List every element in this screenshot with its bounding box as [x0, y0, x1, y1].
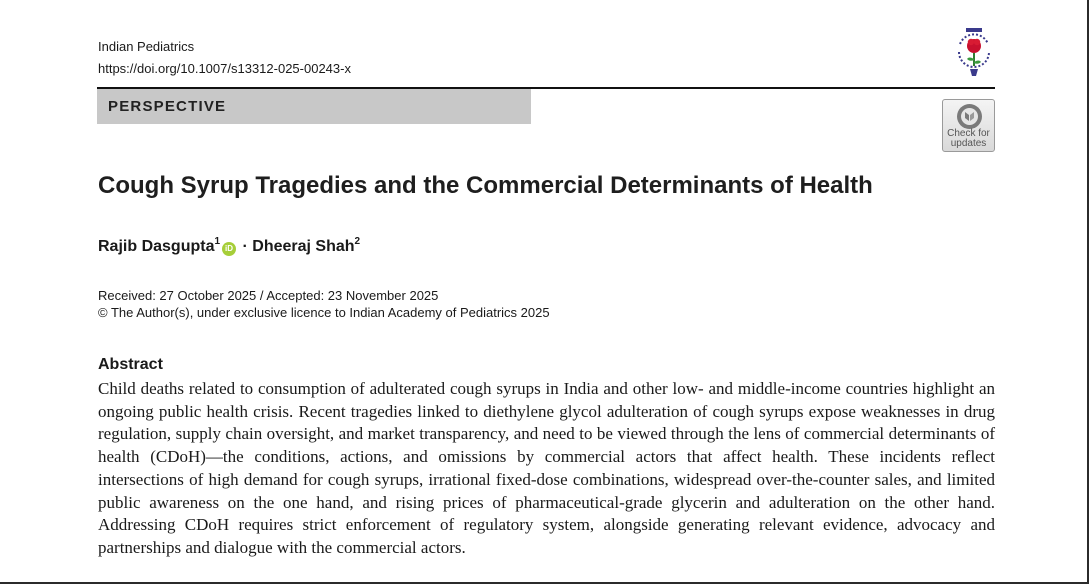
- doi-link[interactable]: https://doi.org/10.1007/s13312-025-00243-x: [98, 61, 351, 76]
- check-for-updates-label: Check for updates: [947, 128, 990, 149]
- article-title: Cough Syrup Tragedies and the Commercial Determinants of Health: [98, 172, 873, 199]
- copyright-license: © The Author(s), under exclusive licence to Indian Academy of Pediatrics 2025: [98, 305, 550, 320]
- affiliation-mark: 1: [214, 236, 221, 247]
- author-name[interactable]: Rajib Dasgupta: [98, 238, 215, 255]
- abstract-text: Child deaths related to consumption of adulterated cough syrups in India and other low- and middle-income countries highlight an ongoing public health crisis. Recent tragedies linked to diethylene glycol adulteration of cough syrups expose weaknesses in drug regulation, supply chain oversight, and market transparency, and need to be viewed through the lens of commercial determinants of health (CDoH)—the conditions, actions, and omissions by commercial actors that affect health. These incidents reflect intersections of high demand for cough syrups, irrational fixed-dose combinations, widespread over-the-counter sales, and limited public awareness on the one hand, and rising prices of pharmaceutical-grade glycerin and adulteration on the other hand. Addressing CDoH requires strict enforcement of regulatory system, alongside generating relevant evidence, advocacy and partnerships and dialogue with the commercial actors.: [98, 379, 995, 557]
- article-type-banner: PERSPECTIVE: [97, 89, 531, 124]
- journal-name: Indian Pediatrics: [98, 39, 195, 54]
- check-for-updates-button[interactable]: [942, 99, 995, 152]
- orcid-icon[interactable]: iD: [222, 242, 236, 256]
- abstract-heading: Abstract: [98, 356, 163, 373]
- author-name[interactable]: Dheeraj Shah: [252, 238, 355, 255]
- received-accepted-dates: Received: 27 October 2025 / Accepted: 23 November 2025: [98, 288, 439, 303]
- author-separator: ·: [242, 238, 248, 255]
- journal-logo-icon: [952, 22, 996, 80]
- check-for-updates-icon: [956, 103, 983, 130]
- author-list: [98, 231, 360, 258]
- affiliation-mark: 2: [354, 236, 361, 247]
